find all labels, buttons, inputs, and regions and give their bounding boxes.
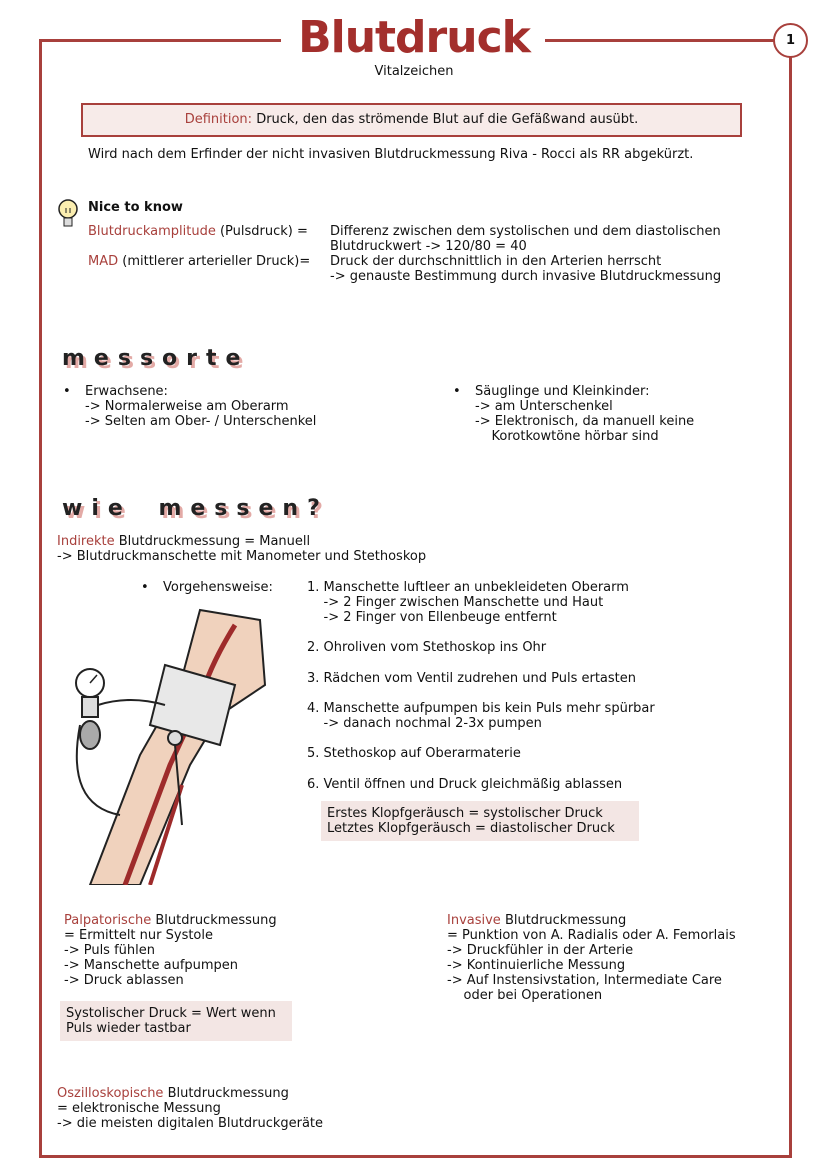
mad-label: (mittlerer arterieller Druck)=	[118, 254, 311, 269]
amplitude-term: Blutdruckamplitude	[88, 224, 216, 239]
text-line: = elektronische Messung	[57, 1101, 221, 1116]
text-line: • Säuglinge und Kleinkinder:	[475, 384, 650, 399]
nice-to-know-heading: Nice to know	[88, 200, 183, 215]
indirect-term: Indirekte	[57, 534, 115, 549]
text-line: Blutdruckwert -> 120/80 = 40	[330, 239, 527, 254]
step-3: 3. Rädchen vom Ventil zudrehen und Puls ertasten	[307, 671, 636, 686]
mad-definition	[330, 254, 721, 284]
text-line: -> Normalerweise am Oberarm	[85, 399, 289, 414]
text-line: oder bei Operationen	[447, 988, 603, 1003]
abbreviation-note: Wird nach dem Erfinder der nicht invasiven Blutdruckmessung Riva - Rocci als RR abgekürzt.	[88, 147, 694, 162]
text-line: -> Druck ablassen	[64, 973, 184, 988]
mad-term: MAD	[88, 254, 119, 269]
text-line: Blutdruckmessung	[500, 913, 627, 928]
palpatorisch-section	[64, 913, 277, 988]
text-line: -> am Unterschenkel	[475, 399, 613, 414]
definition-box	[81, 103, 742, 137]
blood-pressure-arm-illustration	[70, 605, 280, 885]
infants-item	[475, 384, 694, 444]
oszillo-term: Oszilloskopische	[57, 1086, 164, 1101]
indirect-line: -> Blutdruckmanschette mit Manometer und Stethoskop	[57, 549, 427, 564]
text-line: -> Kontinuierliche Messung	[447, 958, 626, 973]
step-4: 4. Manschette aufpumpen bis kein Puls mehr spürbar -> danach nochmal 2-3x pumpen	[307, 701, 655, 731]
text-line: -> Selten am Ober- / Unterschenkel	[85, 414, 317, 429]
oszillo-section	[57, 1086, 323, 1131]
invasiv-section	[447, 913, 736, 1003]
frame-right	[789, 55, 792, 1158]
page-number: 1	[773, 23, 808, 58]
amplitude-label: (Pulsdruck) =	[215, 224, 308, 239]
text-line: -> Druckfühler in der Arterie	[447, 943, 634, 958]
text-line: -> Auf Instensivstation, Intermediate Care	[447, 973, 722, 988]
text-line: Druck der durchschnittlich in den Arterien herrscht	[330, 254, 662, 269]
procedure-label: • Vorgehensweise:	[163, 580, 273, 595]
text-line: = Punktion von A. Radialis oder A. Femorlais	[447, 928, 736, 943]
text-line: -> genauste Bestimmung durch invasive Blutdruckmessung	[330, 269, 722, 284]
text-line: Blutdruckmessung	[163, 1086, 289, 1101]
text-line: = Ermittelt nur Systole	[64, 928, 213, 943]
indirect-label: Blutdruckmessung = Manuell	[114, 534, 311, 549]
step-5: 5. Stethoskop auf Oberarmaterie	[307, 746, 521, 761]
messorte-heading: messorte	[62, 346, 250, 371]
palpatorisch-term: Palpatorische	[64, 913, 152, 928]
text-line: Blutdruckmessung	[151, 913, 277, 928]
frame-left	[39, 39, 42, 1158]
text-line: -> Puls fühlen	[64, 943, 155, 958]
text-line: -> Manschette aufpumpen	[64, 958, 239, 973]
palpatorisch-box: Systolischer Druck = Wert wenn Puls wieder tastbar	[60, 1001, 292, 1041]
wie-messen-heading: wie messen?	[62, 496, 329, 521]
amplitude-definition	[330, 224, 721, 254]
lightbulb-icon	[54, 196, 82, 232]
frame-bottom	[39, 1155, 792, 1158]
text-line: -> Elektronisch, da manuell keine	[475, 414, 695, 429]
definition-text: Druck, den das strömende Blut auf die Gefäßwand ausübt.	[252, 112, 639, 127]
step-2: 2. Ohroliven vom Stethoskop ins Ohr	[307, 640, 547, 655]
definition-label: Definition:	[184, 112, 253, 127]
text-line: -> die meisten digitalen Blutdruckgeräte	[57, 1116, 324, 1131]
text-line: • Erwachsene:	[85, 384, 168, 399]
step-1: 1. Manschette luftleer an unbekleideten Oberarm -> 2 Finger zwischen Manschette und Haut -> 2 Finger von Ellenbeuge entfernt	[307, 580, 629, 625]
page-title: Blutdruck	[298, 12, 530, 63]
text-line: Korotkowtöne hörbar sind	[475, 429, 659, 444]
invasiv-term: Invasive	[447, 913, 501, 928]
page-subtitle: Vitalzeichen	[374, 64, 454, 79]
text-line: Differenz zwischen dem systolischen und dem diastolischen	[330, 224, 721, 239]
result-box: Erstes Klopfgeräusch = systolischer Druck Letztes Klopfgeräusch = diastolischer Druck	[321, 801, 639, 841]
adults-item	[85, 384, 316, 429]
step-6: 6. Ventil öffnen und Druck gleichmäßig ablassen	[307, 777, 623, 792]
